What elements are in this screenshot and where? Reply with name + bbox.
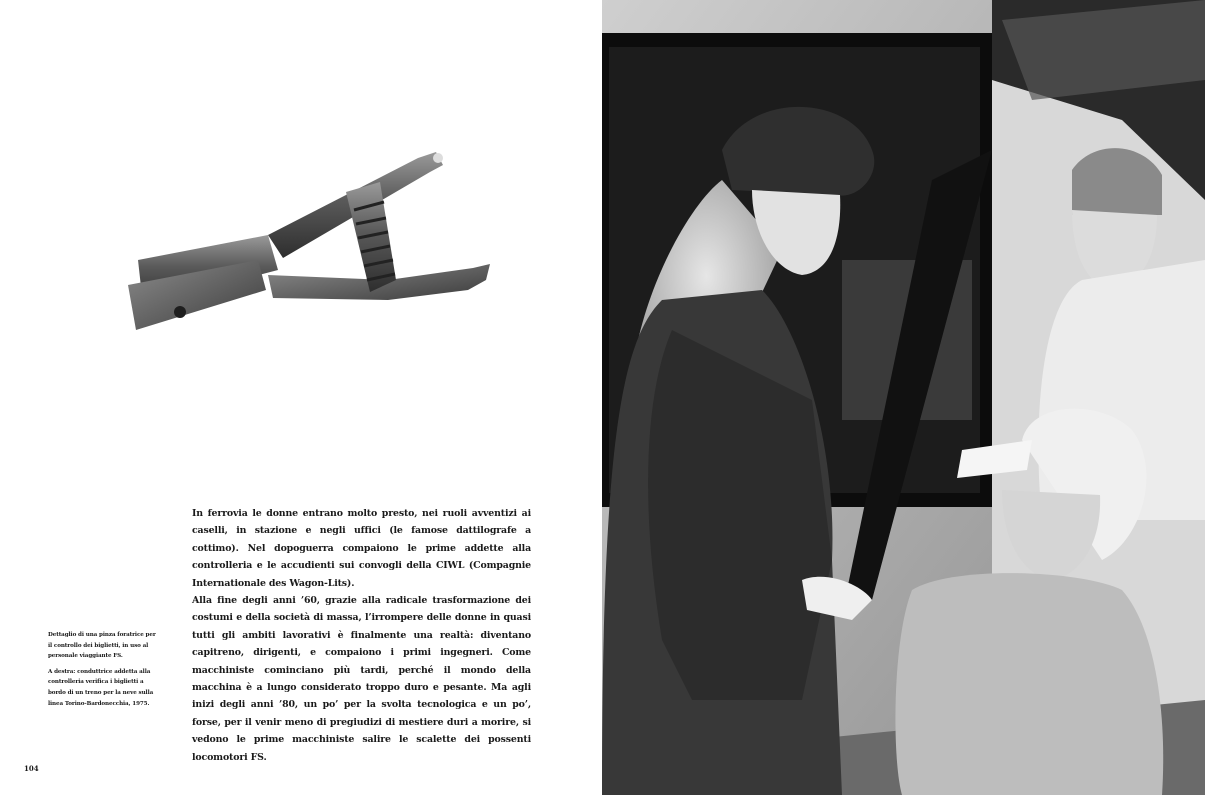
body-paragraph-2: Alla fine degli anni ’60, grazie alla radicale trasformazione dei costumi e della società di massa, l’irrompere delle donne in quasi tutti gli ambiti lavorativi è finalmente una realtà: diventano capitreno, dirigenti, e compaiono i primi ingegneri. Come macchiniste cominciano più tardi, perché il mondo della macchina è a lungo considerato troppo duro e pesante. Ma agli inizi degli anni ’80, un po’ per la svolta tecnologica e un po’, forse, per il venir meno di pregiudizi di mestiere duri a morire, si vedono le prime macchiniste salire le scalette dei possenti locomotori FS. [192,595,531,763]
body-paragraph-1: In ferrovia le donne entrano molto presto, nei ruoli avventizi ai caselli, in stazione e negli uffici (le famose dattilografe a cottimo). Nel dopoguerra compaiono le prime addette alla controlleria e le accudienti sui convogli della CIWL (Compagnie Internationale des Wagon-Lits). [192,508,531,589]
photo-captions [48,630,160,714]
body-text [192,505,531,766]
ticket-punch-pliers-image [118,140,498,350]
left-page [0,0,602,795]
conductress-photo [602,0,1205,795]
right-page [602,0,1205,795]
caption-conductress: A destra: conduttrice addetta alla controlleria verifica i biglietti a bordo di un treno per la neve sulla linea Torino-Bardonecchia, 1975. [48,668,154,707]
page-number: 104 [24,764,39,773]
caption-pliers: Dettaglio di una pinza foratrice per il controllo dei biglietti, in uso al personale viaggiante FS. [48,632,156,660]
